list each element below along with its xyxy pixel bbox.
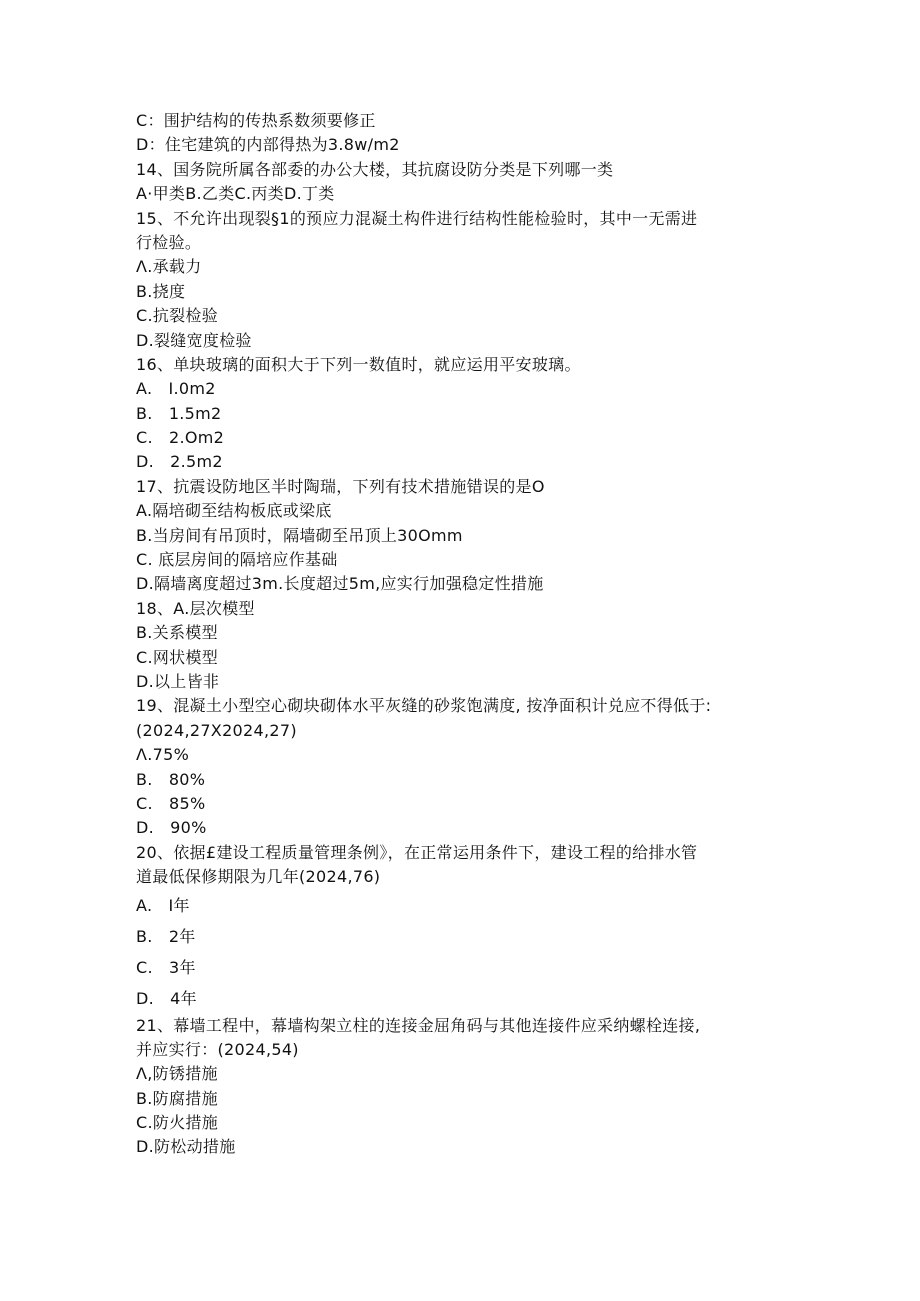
question-19-option-c: C. 85% (136, 793, 206, 813)
question-15-text-cont: 行检验。 (136, 232, 202, 252)
question-17-option-c: C. 底层房间的隔培应作基础 (136, 550, 338, 570)
question-19-text: 19、混凝土小型空心砌块砌体水平灰缝的砂浆饱满度, 按净面积计兑应不得低于: (136, 696, 712, 716)
question-20-option-d: D. 4年 (136, 988, 197, 1008)
question-20-text: 20、依据£建设工程质量管理条例》，在正常运用条件下，建设工程的给排水管 (136, 842, 698, 862)
question-20-option-b: B. 2年 (136, 926, 196, 946)
option-c-line: C：围护结构的传热系数须要修正 (136, 111, 376, 130)
question-16-option-d: D. 2.5m2 (136, 452, 223, 472)
question-21-option-d: D.防松动措施 (136, 1137, 236, 1157)
question-17-text: 17、抗震设防地区半时陶瑞，下列有技术措施错误的是O (136, 476, 545, 496)
question-19-option-a: Λ.75% (136, 745, 190, 765)
question-21-text: 21、幕墙工程中，幕墙构架立柱的连接金屈角码与其他连接件应采纳螺栓连接, (136, 1015, 701, 1035)
question-19-option-b: B. 80% (136, 769, 206, 789)
question-20-text-cont: 道最低保修期限为几年(2024,76) (136, 867, 381, 887)
question-15-text: 15、不允许出现裂§1的预应力混凝土构件进行结构性能检验时，其中一无需进 (136, 208, 698, 228)
question-16-option-a: A. I.0m2 (136, 379, 216, 399)
question-21-text-cont: 并应实行：(2024,54) (136, 1039, 299, 1059)
option-d-line: D：住宅建筑的内部得热为3.8w∕m2 (136, 135, 400, 155)
question-18-option-c: C.网状模型 (136, 647, 219, 667)
question-16-option-c: C. 2.Om2 (136, 428, 225, 448)
question-18-option-a: 18、A.层次模型 (136, 598, 255, 618)
question-21-option-c: C.防火措施 (136, 1113, 219, 1133)
question-20-option-c: C. 3年 (136, 957, 196, 977)
question-19-text-cont: (2024,27X2024,27) (136, 720, 297, 740)
question-14-options: A·甲类B.乙类C.丙类D.丁类 (136, 184, 335, 204)
question-16-option-b: B. 1.5m2 (136, 403, 222, 423)
question-21-option-a: Λ,防锈措施 (136, 1064, 218, 1084)
question-17-option-a: A.隔培砌至结构板底或梁底 (136, 501, 332, 521)
question-19-option-d: D. 90% (136, 818, 207, 838)
question-17-option-b: B.当房间有吊顶时，隔墙砌至吊顶上30Omm (136, 525, 463, 545)
question-15-option-a: Λ.承载力 (136, 257, 202, 277)
question-18-option-d: D.以上皆非 (136, 671, 220, 691)
question-14-text: 14、国务院所属各部委的办公大楼，其抗腐设防分类是下列哪一类 (136, 159, 614, 179)
question-18-option-b: B.关系模型 (136, 623, 218, 643)
question-16-text: 16、单块玻璃的面积大于下列一数值时，就应运用平安玻璃。 (136, 354, 581, 374)
question-15-option-c: C.抗裂检验 (136, 306, 219, 326)
question-15-option-d: D.裂缝宽度检验 (136, 330, 252, 350)
question-15-option-b: B.挠度 (136, 281, 186, 301)
question-20-option-a: A. I年 (136, 895, 190, 915)
document-page (136, 109, 836, 1160)
question-21-option-b: B.防腐措施 (136, 1088, 218, 1108)
question-17-option-d: D.隔墙离度超过3m.长度超过5m,应实行加强稳定性措施 (136, 574, 544, 594)
